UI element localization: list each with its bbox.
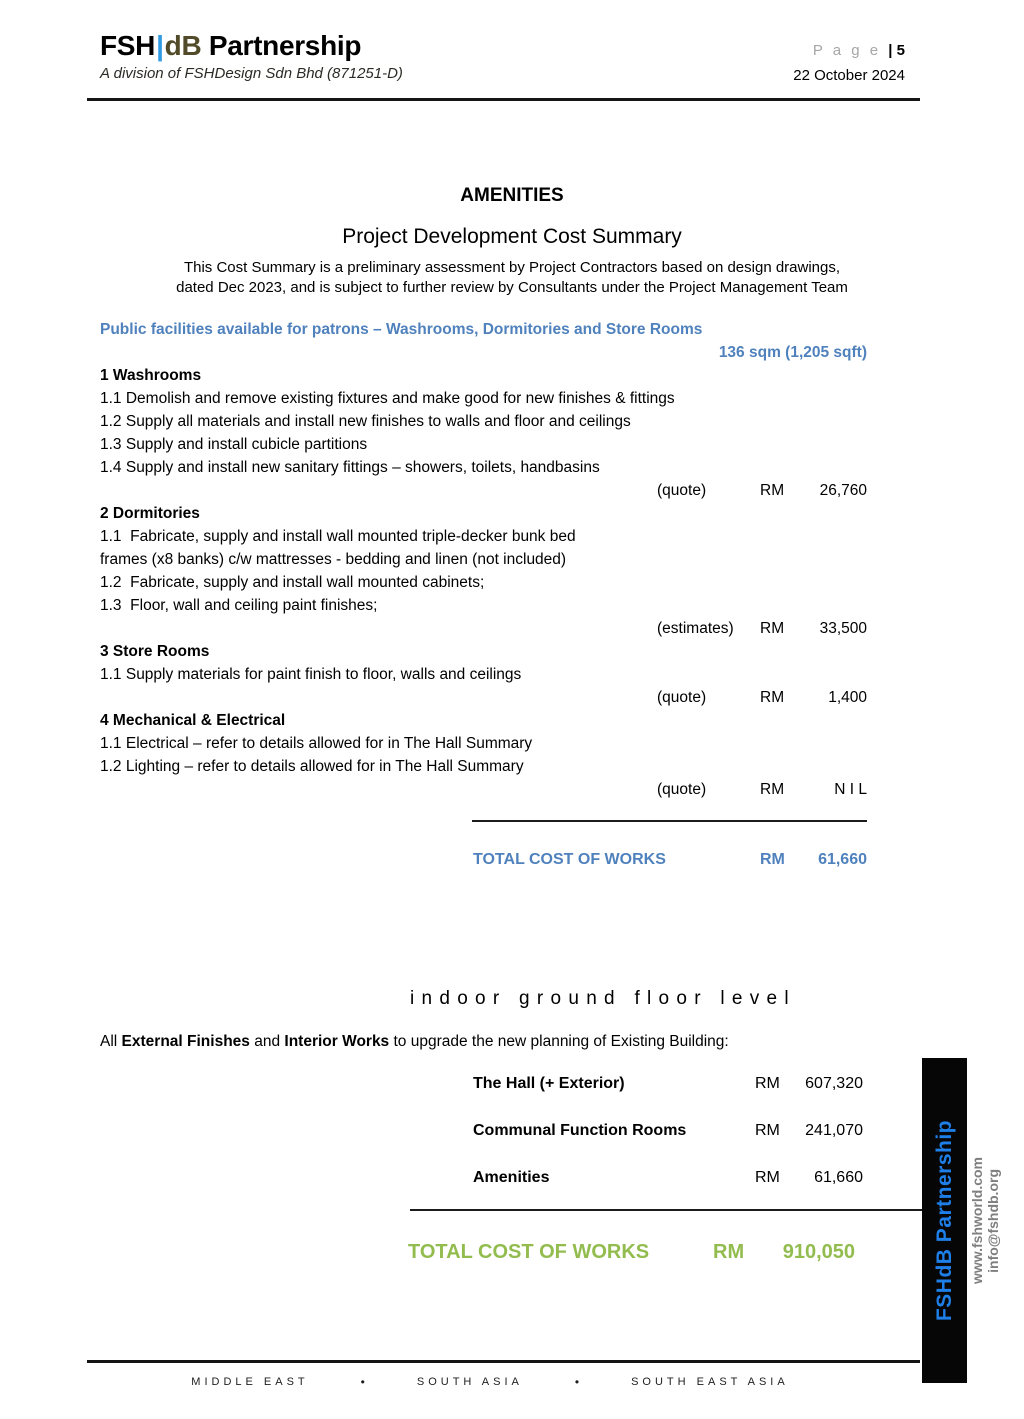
indoor-heading: i n d o o r g r o u n d f l o o r l e v e l	[410, 988, 790, 1009]
logo-pipe-divider: |	[156, 30, 164, 61]
section-total-amount: 61,660	[818, 851, 867, 868]
currency-label: RM	[760, 689, 785, 706]
intro-external-finishes: External Finishes	[121, 1033, 250, 1050]
amount-row	[100, 617, 880, 640]
footer-bullet: •	[360, 1375, 365, 1389]
section-total-row	[100, 848, 880, 872]
currency-label: RM	[760, 482, 785, 499]
description-line-1: This Cost Summary is a preliminary assessment by Project Contractors based on design drawings,	[183, 259, 841, 276]
summary-row-label: Amenities	[473, 1169, 550, 1186]
description-line-2: dated Dec 2023, and is subject to further review by Consultants under the Project Management Team	[176, 279, 848, 296]
amount-row	[100, 479, 880, 502]
line-item: 1.2 Supply all materials and install new finishes to walls and floor and ceilings	[100, 413, 631, 430]
page-word: P a g e	[812, 42, 889, 59]
line-item: 1.1 Demolish and remove existing fixtures and make good for new finishes & fittings	[100, 390, 675, 407]
line-item: frames (x8 banks) c/w mattresses - bedding and linen (not included)	[100, 551, 567, 568]
currency-label: RM	[760, 620, 785, 637]
summary-intro	[100, 1031, 880, 1053]
line-item: 1.2 Fabricate, supply and install wall mounted cabinets;	[100, 574, 485, 591]
document-title: Project Development Cost Summary	[342, 225, 682, 248]
grand-total-divider-line	[410, 1209, 965, 1211]
logo-partnership: Partnership	[201, 30, 362, 61]
section-heading: 3 Store Rooms	[100, 643, 210, 660]
amount-qualifier: (estimates)	[657, 620, 734, 637]
amount-qualifier: (quote)	[657, 781, 707, 798]
company-header	[100, 30, 403, 82]
summary-row-amount: 241,070	[805, 1122, 863, 1139]
line-item: 1.3 Floor, wall and ceiling paint finishes;	[100, 597, 378, 614]
company-subtitle: A division of FSHDesign Sdn Bhd (871251-D)	[100, 65, 403, 82]
brand-sidebar	[922, 1058, 967, 1383]
sidebar-brand-text: FSHdB Partnership	[932, 1119, 956, 1322]
summary-row	[100, 1169, 880, 1193]
summary-row-amount: 607,320	[805, 1075, 863, 1092]
intro-prefix: All	[100, 1033, 122, 1050]
footer-region-label: MIDDLE EAST	[191, 1376, 309, 1388]
document-date: 22 October 2024	[793, 67, 905, 84]
amount-value: N I L	[834, 781, 867, 798]
company-logo	[100, 30, 403, 62]
summary-row-label: Communal Function Rooms	[473, 1122, 687, 1139]
summary-row	[100, 1075, 880, 1099]
line-item: 1.1 Supply materials for paint finish to floor, walls and ceilings	[100, 666, 522, 683]
cost-sections	[100, 364, 880, 801]
grand-total-currency: RM	[713, 1241, 745, 1263]
amount-qualifier: (quote)	[657, 482, 707, 499]
title-block	[100, 185, 902, 298]
summary-rows	[100, 1075, 880, 1193]
summary-row-currency: RM	[755, 1075, 780, 1092]
grand-total-label: TOTAL COST OF WORKS	[408, 1241, 650, 1263]
summary-row	[100, 1122, 880, 1146]
intro-interior-works: Interior Works	[284, 1033, 390, 1050]
section-total-currency: RM	[760, 851, 785, 868]
section-heading: 2 Dormitories	[100, 505, 200, 522]
amount-value: 1,400	[828, 689, 867, 706]
intro-suffix: to upgrade the new planning of Existing Building:	[389, 1033, 729, 1050]
page-info	[793, 42, 905, 84]
logo-db: dB	[164, 30, 202, 61]
summary-row-currency: RM	[755, 1169, 780, 1186]
footer-bullet: •	[574, 1375, 580, 1389]
footer-regions	[100, 1375, 880, 1389]
grand-total-amount: 910,050	[782, 1241, 855, 1263]
footer-region-label: SOUTH EAST ASIA	[631, 1376, 789, 1388]
amount-row	[100, 778, 880, 801]
summary-row-currency: RM	[755, 1122, 780, 1139]
line-item: 1.2 Lighting – refer to details allowed for in The Hall Summary	[100, 758, 524, 775]
page-number: | 5	[888, 42, 905, 59]
facilities-heading: Public facilities available for patrons – Washrooms, Dormitories and Store Rooms	[100, 321, 703, 338]
sidebar-contact	[969, 1058, 1001, 1383]
section-heading: 4 Mechanical & Electrical	[100, 712, 286, 729]
summary-row-amount: 61,660	[814, 1169, 863, 1186]
page-number-line	[793, 42, 905, 60]
area-note: 136 sqm (1,205 sqft)	[718, 344, 867, 361]
amount-qualifier: (quote)	[657, 689, 707, 706]
header-divider-line	[87, 98, 920, 101]
subtotal-divider-line	[472, 820, 867, 822]
document-description	[122, 258, 902, 298]
line-item: 1.1 Electrical – refer to details allowed for in The Hall Summary	[100, 735, 533, 752]
amount-value: 33,500	[819, 620, 867, 637]
amount-value: 26,760	[819, 482, 867, 499]
document-section-title: AMENITIES	[460, 185, 564, 206]
summary-row-label: The Hall (+ Exterior)	[473, 1075, 625, 1092]
logo-fsh: FSH	[100, 30, 156, 61]
cost-breakdown	[100, 318, 880, 872]
sidebar-email: info@fshdb.org	[985, 1168, 1001, 1273]
footer-divider-line	[87, 1360, 920, 1363]
grand-total-row	[100, 1241, 880, 1267]
intro-mid: and	[249, 1033, 285, 1050]
line-item: 1.4 Supply and install new sanitary fittings – showers, toilets, handbasins	[100, 459, 600, 476]
footer-region-label: SOUTH ASIA	[416, 1376, 523, 1388]
section-total-label: TOTAL COST OF WORKS	[473, 851, 666, 868]
currency-label: RM	[760, 781, 785, 798]
sidebar-website: www.fshworld.com	[969, 1156, 985, 1285]
amount-row	[100, 686, 880, 709]
section-heading: 1 Washrooms	[100, 367, 202, 384]
indoor-summary	[100, 986, 880, 1267]
line-item: 1.1 Fabricate, supply and install wall mounted triple-decker bunk bed	[100, 528, 576, 545]
line-item: 1.3 Supply and install cubicle partitions	[100, 436, 368, 453]
